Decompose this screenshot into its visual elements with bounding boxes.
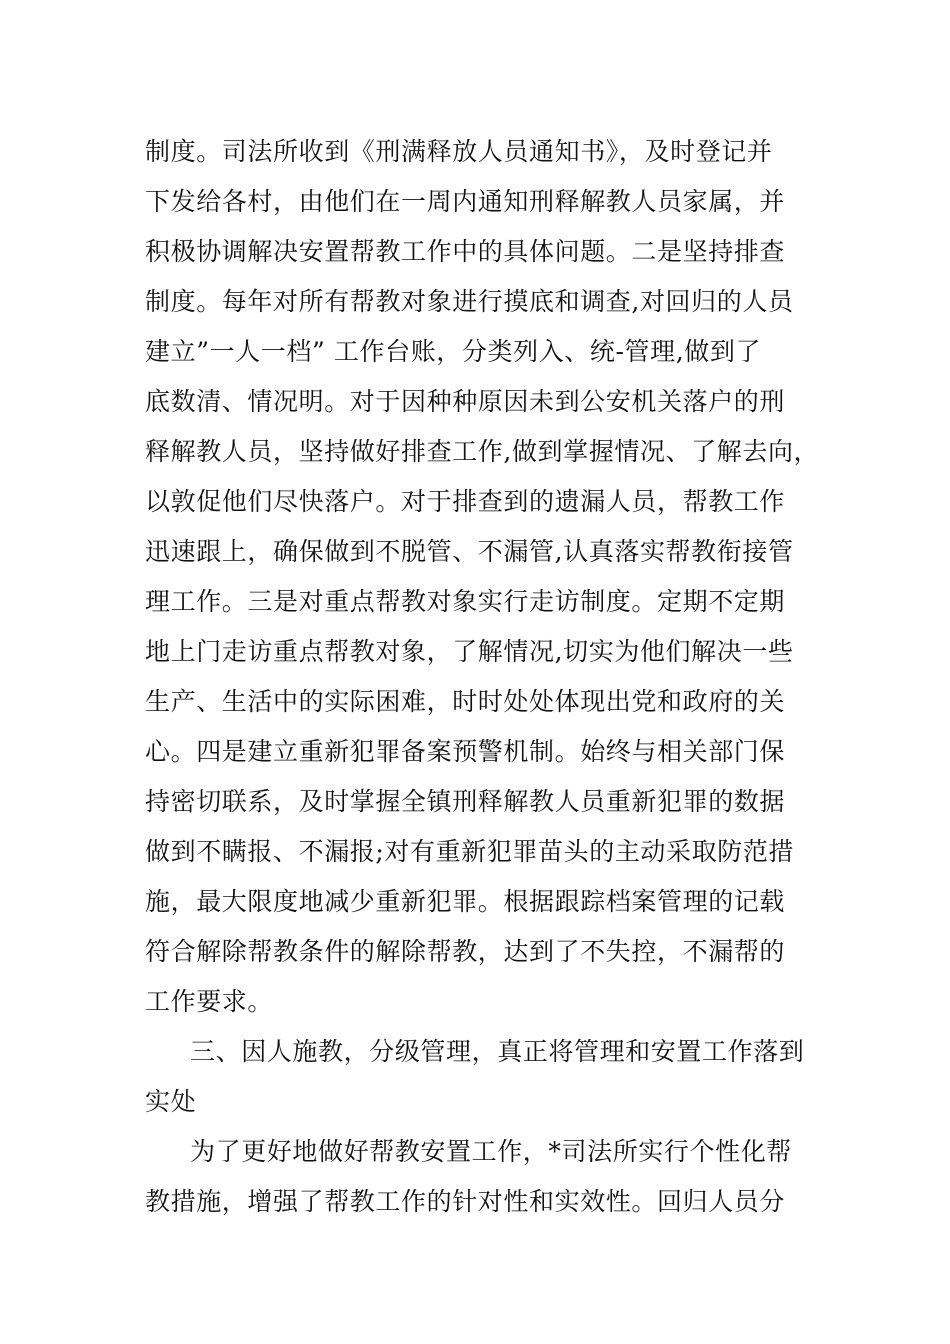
paragraph-line: 理工作。三是对重点帮教对象实行走访制度。定期不定期 — [145, 587, 786, 616]
paragraph-line: 释解教人员，坚持做好排查工作,做到掌握情况、了解去向， — [145, 437, 820, 466]
paragraph-line: 做到不瞒报、不漏报;对有重新犯罪苗头的主动采取防范措 — [145, 837, 795, 866]
paragraph-line: 符合解除帮教条件的解除帮教，达到了不失控，不漏帮的 — [145, 937, 786, 966]
paragraph-line: 制度。司法所收到《刑满释放人员通知书》，及时登记并 — [145, 137, 773, 166]
paragraph-line: 为了更好地做好帮教安置工作，*司法所实行个性化帮 — [190, 1137, 792, 1166]
paragraph-line: 持密切联系，及时掌握全镇刑释解教人员重新犯罪的数据 — [145, 787, 786, 816]
paragraph-line: 制度。每年对所有帮教对象进行摸底和调查,对回归的人员 — [145, 287, 794, 316]
paragraph-line: 地上门走访重点帮教对象，了解情况,切实为他们解决一些 — [145, 637, 794, 666]
paragraph-line: 迅速跟上，确保做到不脱管、不漏管,认真落实帮教衔接管 — [145, 537, 794, 566]
section-heading-continued: 实处 — [145, 1087, 197, 1116]
paragraph-line: 底数清、情况明。对于因种种原因未到公安机关落户的刑 — [145, 387, 786, 416]
paragraph-line: 以敦促他们尽快落户。对于排查到的遗漏人员，帮教工作 — [145, 487, 786, 516]
paragraph-line: 施，最大限度地减少重新犯罪。根据跟踪档案管理的记载 — [145, 887, 786, 916]
section-heading: 三、因人施教，分级管理，真正将管理和安置工作落到 — [190, 1037, 805, 1066]
paragraph-line: 心。四是建立重新犯罪备案预警机制。始终与相关部门保 — [145, 737, 786, 766]
paragraph-line: 积极协调解决安置帮教工作中的具体问题。二是坚持排查 — [145, 237, 786, 266]
paragraph-line: 建立”一人一档” 工作台账，分类列入、统-管理,做到了 — [145, 337, 762, 366]
paragraph-line: 生产、生活中的实际困难，时时处处体现出党和政府的关 — [145, 687, 786, 716]
paragraph-line: 教措施，增强了帮教工作的针对性和实效性。回归人员分 — [145, 1187, 786, 1216]
paragraph-line: 下发给各村，由他们在一周内通知刑释解教人员家属，并 — [145, 187, 786, 216]
paragraph-line: 工作要求。 — [145, 987, 274, 1016]
